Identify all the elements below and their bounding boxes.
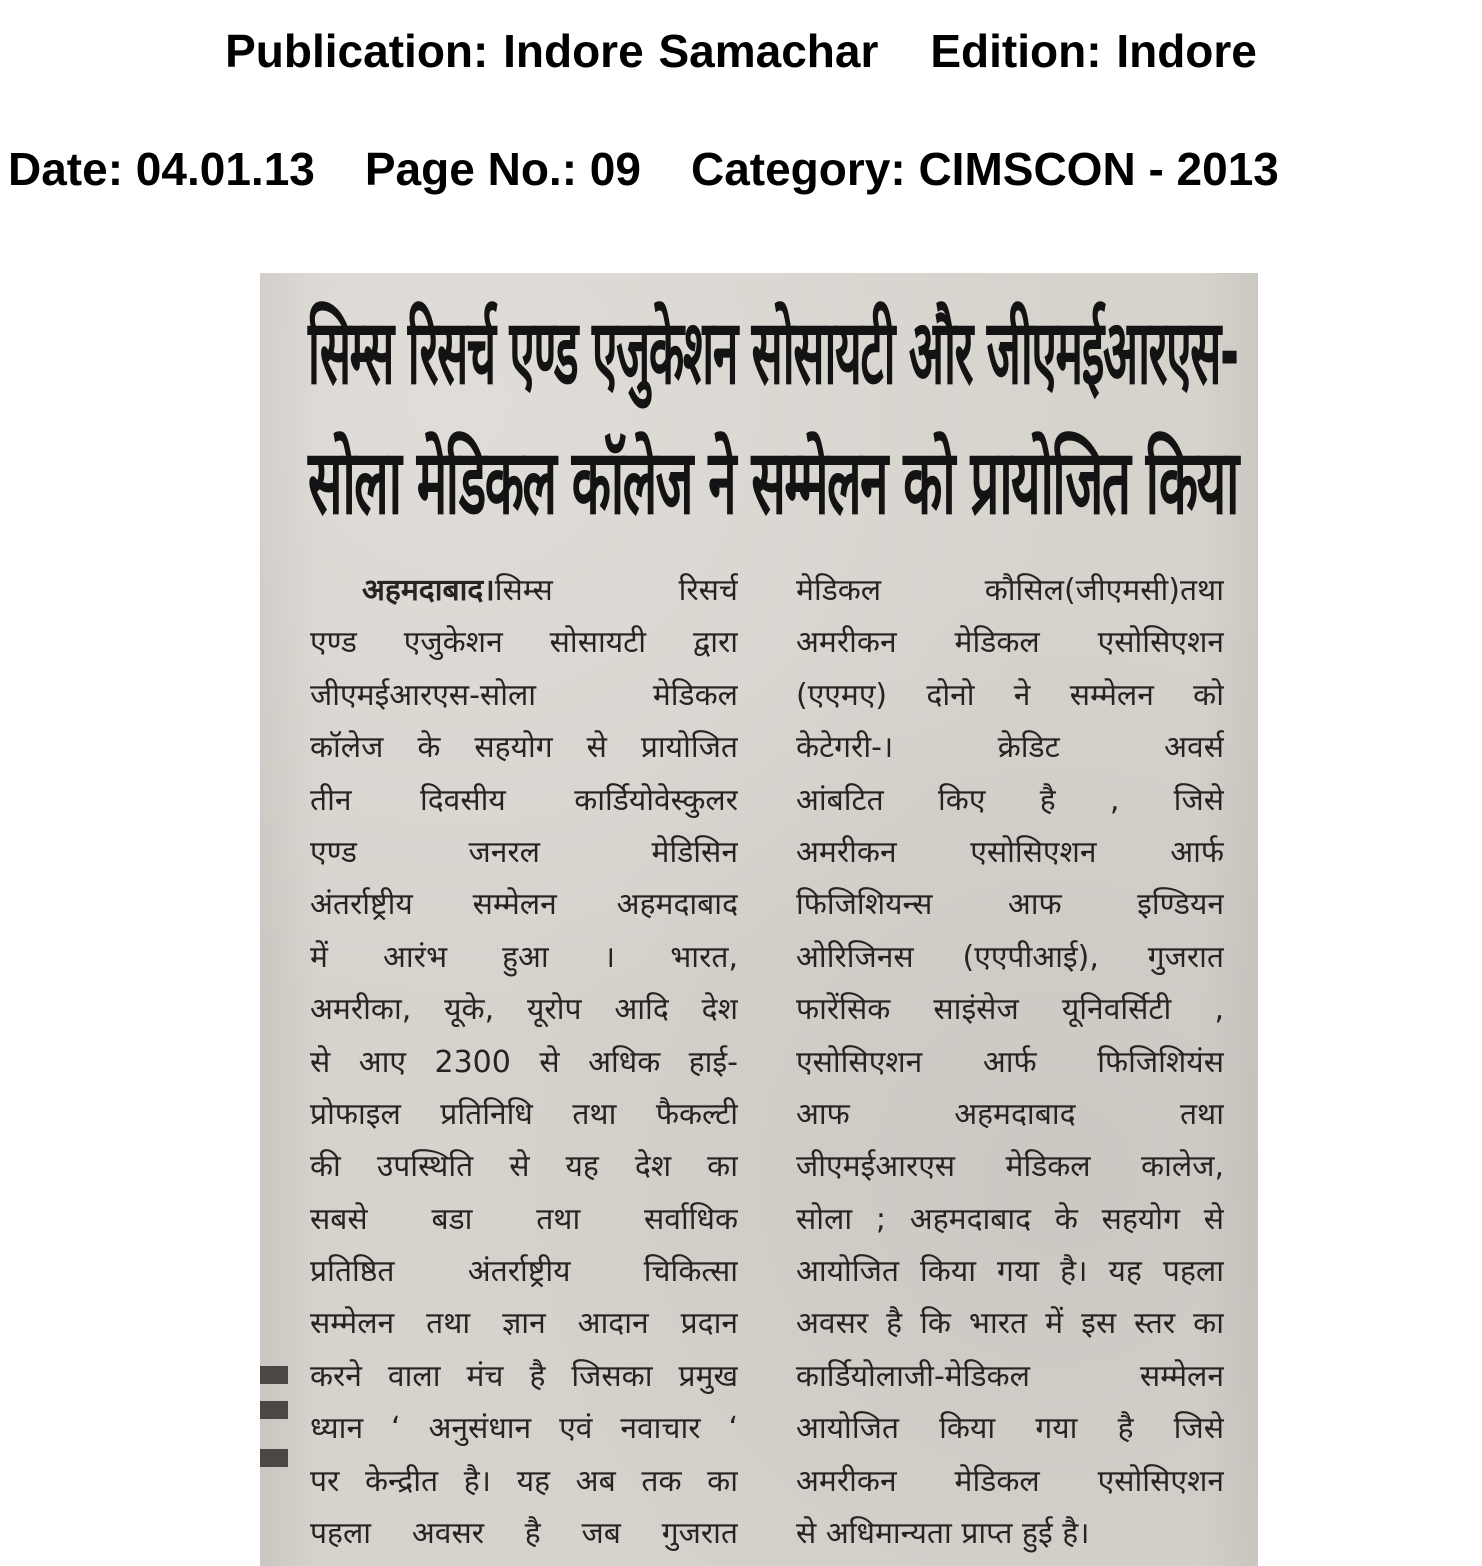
column-line: आफ अहमदाबाद तथा [796,1096,1224,1132]
column-line: अंतर्राष्ट्रीय सम्मेलन अहमदाबाद [310,887,738,923]
column-line: से अधिमान्यता प्राप्त हुई है। [796,1516,1090,1552]
column-line: में आरंभ हुआ । भारत, [310,939,738,975]
publication-label: Publication: Indore Samachar [225,25,879,77]
column-line-text: सिम्स रिसर्च [494,573,738,608]
article-headline-line-2: सोला मेडिकल कॉलेज ने सम्मेलन को प्रायोजित किया [308,431,1238,536]
column-line: एसोसिएशन आर्फ फिजिशियंस [796,1044,1224,1080]
column-line: ध्यान ‘ अनुसंधान एवं नवाचार ‘ [310,1411,738,1447]
column-line: अवसर है कि भारत में इस स्तर का [796,1306,1224,1342]
column-line: अमरीकन मेडिकल एसोसिएशन [796,1463,1224,1499]
margin-marker [260,1401,288,1419]
newspaper-clipping [260,273,1258,1566]
edition-label: Edition: Indore [930,25,1257,77]
column-line: सबसे बडा तथा सर्वाधिक [310,1201,738,1237]
date-label: Date: 04.01.13 [8,143,315,195]
column-line: आयोजित किया गया है। यह पहला [796,1254,1224,1290]
column-line: केटेगरी-। क्रेडिट अवर्स [796,730,1224,766]
column-line: कार्डियोलाजी-मेडिकल सम्मेलन [796,1358,1224,1394]
column-line: कॉलेज के सहयोग से प्रायोजित [310,730,738,766]
column-line: एण्ड एजुकेशन सोसायटी द्वारा [310,625,738,661]
column-line: पहला अवसर है जब गुजरात [310,1516,738,1552]
column-line: (एएमए) दोनो ने सम्मेलन को [796,677,1224,713]
column-line: सम्मेलन तथा ज्ञान आदान प्रदान [310,1306,738,1342]
column-line: आंबटित किए है , जिसे [796,782,1224,818]
column-line: फिजिशियन्स आफ इण्डियन [796,887,1224,923]
column-line: से आए 2300 से अधिक हाई- [310,1044,738,1080]
column-line: ओरिजिनस (एएपीआई), गुजरात [796,939,1224,975]
margin-marker [260,1449,288,1467]
article-column-left [310,565,738,1560]
column-line: की उपस्थिति से यह देश का [310,1149,738,1185]
column-line: अमरीकन एसोसिएशन आर्फ [796,834,1224,870]
column-line: फारेंसिक साइंसेज यूनिवर्सिटी , [796,992,1224,1028]
column-line: अमरीका, यूके, यूरोप आदि देश [310,992,738,1028]
column-line: करने वाला मंच है जिसका प्रमुख [310,1358,738,1394]
column-line: अमरीकन मेडिकल एसोसिएशन [796,625,1224,661]
column-line: जीएमईआरएस-सोला मेडिकल [310,677,738,713]
column-line: एण्ड जनरल मेडिसिन [310,834,738,870]
margin-marker [260,1366,288,1384]
column-line: मेडिकल कौसिल(जीएमसी)तथा [796,573,1224,608]
column-line: तीन दिवसीय कार्डियोवेस्कुलर [310,782,738,818]
column-line: पर केन्द्रीत है। यह अब तक का [310,1463,738,1499]
column-line: सोला ; अहमदाबाद के सहयोग से [796,1201,1224,1237]
publication-edition-line [0,25,1482,77]
article-dateline: अहमदाबाद। [362,573,495,608]
column-line: प्रतिष्ठित अंतर्राष्ट्रीय चिकित्सा [310,1254,738,1290]
column-line: प्रोफाइल प्रतिनिधि तथा फैकल्टी [310,1096,738,1132]
category-label: Category: CIMSCON - 2013 [690,143,1279,195]
date-page-category-line [8,143,1482,195]
article-headline-line-1: सिम्स रिसर्च एण्ड एजुकेशन सोसायटी और जीएमईआरएस- [308,301,1238,406]
article-column-right [796,565,1224,1560]
column-line: जीएमईआरएस मेडिकल कालेज, [796,1149,1224,1185]
column-line [310,565,738,617]
column-line: आयोजित किया गया है जिसे [796,1411,1224,1447]
page-number-label: Page No.: 09 [364,143,641,195]
